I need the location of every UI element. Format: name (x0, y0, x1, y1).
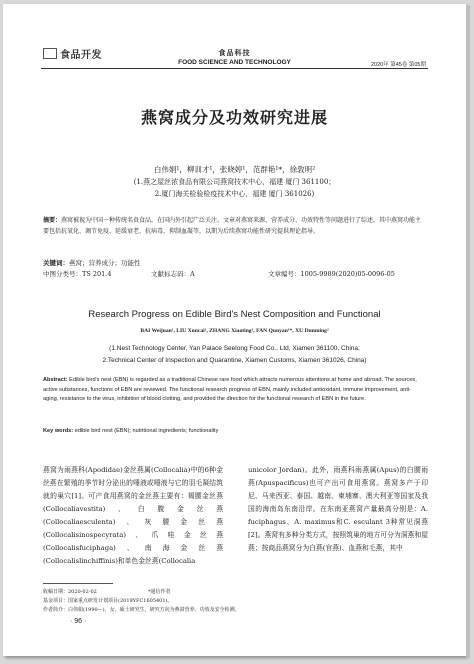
paper-title-cn: 燕窝成分及功效研究进展 (140, 108, 328, 127)
page-shadow (466, 6, 470, 658)
page-number: · 96 · (70, 618, 87, 625)
paper-title-en: Research Progress on Edible Bird's Nest Composition and Functional (88, 309, 381, 320)
affiliation-en-2: 2.Technical Center of Inspection and Quarantine, Xiamen Customs, Xiamen 361026, China) (102, 357, 367, 364)
abstract-cn (43, 216, 426, 237)
keywords-cn-label: 关键词： (43, 259, 69, 267)
journal-name-cn: 食品科技 (218, 49, 251, 57)
footnote-author-info: 作者简介：白伟娟(1990—)，女，硕士研究生，研究方向为燕窝营养、功效及安全检测。 (43, 607, 240, 613)
paper-page (3, 4, 466, 656)
body-column-right: unicolor Jordan)。此外，雨燕科雨燕属(Apus)的白腰雨燕(Apuspacificus)也可产出可食用燕窝。燕窝多产于印尼、马来西亚、泰国、越南、柬埔寨、澳大利亚等国家及我国的海南岛东南沿岸。在东南亚燕窝产量最高分别是：A. fuciphagus、A. maximus和C. esculant 3种常见洞燕[2]。燕窝有多种分类方式，按照筑巢的地方可分为洞燕和屋燕；按商品燕窝分为白燕(官燕)、血燕和毛燕，其中 (248, 466, 428, 552)
keywords-en (43, 428, 218, 434)
article-number: 文章编号：1005-9989(2020)05-0096-05 (268, 270, 395, 278)
keywords-en-text: edible bird nest (EBN); nutritional ingredients; functionality (74, 428, 219, 434)
abstract-en-label: Abstract: (43, 377, 68, 383)
body-column-left: 燕窝为雨燕科(Apodidae)金丝燕属(Collocalia)中的6种金丝燕在繁殖的季节时分泌出的唾液或唾液与它的羽毛凝结筑就的巢穴[1]。可产食用燕窝的金丝燕主要有：褐腰金丝燕(Collocaliavestita)、白腹金丝燕(Collocaliaesculenta)、灰腰金丝燕(Collocalisinospecyrata)、爪哇金丝燕(Collocalisfuciphaga)、南海金丝燕(Collocalislinchiffinis)和单色金丝燕(Collocalia (43, 466, 223, 565)
issue-info: 2020年 第45卷 第05期 (370, 62, 426, 68)
abstract-cn-label: 摘要： (43, 217, 62, 224)
footnote-rule (43, 583, 113, 584)
authors-cn: 白伟娟¹，柳训才¹，张晓婷¹，范群艳¹*，徐敦明² (153, 165, 316, 174)
affiliation-en-1: (1.Nest Technology Center, Yan Palace Seelong Food Co., Ltd, Xiamen 361100, China; (109, 345, 360, 352)
keywords-en-label: Key words: (43, 428, 74, 434)
abstract-en-text: Edible bird's nest (EBN) is regarded as a traditional Chinese rare food which attracts numerous attentions at home and abroad. The sources, active substances, functions of EBN are reviewed. The functional research progress of EBN, mainly included antioxidant, immune improvement, anti-aging, resistance to the virus, inhibition of blood clotting, and provided the direction for the functional research of EBN in the future. (43, 377, 417, 403)
affiliation-cn-1: (1.燕之屋丝浓食品有限公司燕窝技术中心，福建 厦门 361100； (133, 178, 336, 186)
abstract-cn-text: 燕窝被视为中国一种传统名贵食品，在国内外引起广泛关注。文章对燕窝来源、营养成分、功效特性等问题进行了综述，其中燕窝功能主要包括抗氧化、调节免疫、延缓衰老、抗病毒、抑制血凝等，以期为后续燕窝功能性研究提供理论指导。 (43, 217, 422, 235)
header-rule (41, 68, 428, 69)
journal-logo: 食品开发 (43, 46, 102, 61)
document-code: 文献标志码：A (151, 270, 195, 278)
abstract-en (43, 376, 426, 405)
footnote-corresponding: *通信作者 (148, 589, 171, 595)
authors-en: BAI Weijuan¹, LIU Xuncai¹, ZHANG Xiaoting¹, FAN Qunyan¹*, XU Dunming² (140, 328, 329, 334)
affiliation-cn-2: 2.厦门海关检验检疫技术中心，福建 厦门 361026) (154, 190, 315, 198)
keywords-cn-text: 燕窝；营养成分；功能性 (69, 259, 141, 267)
footnote-received: 收稿日期：2020-02-02 (43, 589, 97, 595)
journal-name-en: FOOD SCIENCE AND TECHNOLOGY (178, 59, 291, 66)
clc-number: 中图分类号：TS 201.4 (43, 270, 112, 278)
footnote-fund: 基金项目：国家重点研发计划项目(2019YFC1605401)。 (43, 598, 173, 604)
keywords-cn (43, 258, 141, 267)
